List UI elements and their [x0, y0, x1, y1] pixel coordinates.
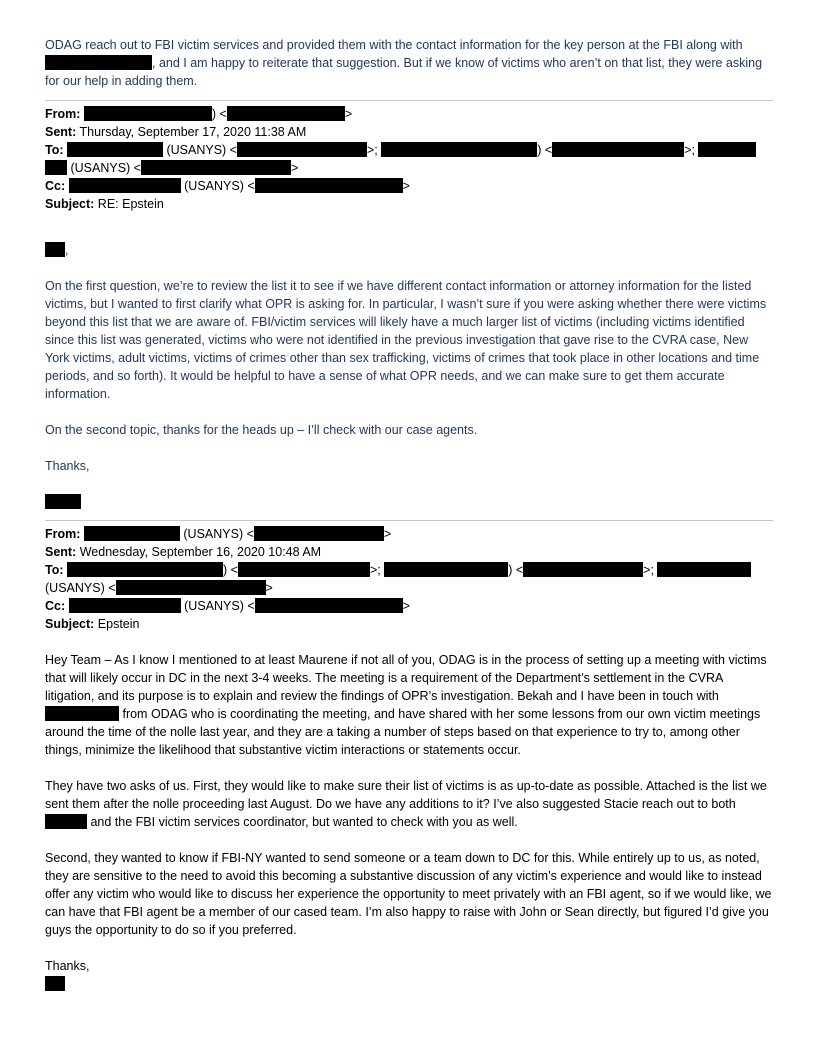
redaction	[67, 142, 163, 157]
divider	[45, 100, 773, 101]
greeting: ,	[45, 241, 773, 259]
redaction	[45, 976, 65, 991]
sent-line: Sent: Thursday, September 17, 2020 11:38 AM	[45, 125, 307, 139]
redaction	[384, 562, 508, 577]
subject-line: Subject: RE: Epstein	[45, 197, 164, 211]
reply-thanks: Thanks,	[45, 459, 90, 473]
cc-line: Cc: (USANYS) < >	[45, 179, 410, 193]
redaction	[254, 526, 384, 541]
from-line: From: (USANYS) < >	[45, 527, 392, 541]
signature	[45, 975, 773, 993]
redaction	[67, 562, 223, 577]
redaction	[45, 242, 65, 257]
redaction	[116, 580, 266, 595]
redaction	[227, 106, 345, 121]
redaction	[69, 598, 181, 613]
divider	[45, 520, 773, 521]
cc-line: Cc: (USANYS) < >	[45, 599, 410, 613]
to-line: To: ) < >; ) < >; (USANYS) < >	[45, 561, 773, 597]
redaction	[141, 160, 291, 175]
signature	[45, 493, 773, 511]
document-page	[45, 36, 773, 993]
redaction	[657, 562, 751, 577]
top-reply-text-a: ODAG reach out to FBI victim services and provided them with the contact information for the key person at the FBI along with	[45, 38, 743, 52]
spacer	[45, 633, 773, 651]
top-reply-paragraph	[45, 36, 773, 90]
redaction	[238, 562, 370, 577]
redaction	[255, 178, 403, 193]
top-reply-text-b: , and I am happy to reiterate that suggestion. But if we know of victims who aren’t on that list, they were asking for our help in adding them.	[45, 56, 763, 88]
from-line: From: ) < >	[45, 107, 353, 121]
reply-paragraph-1: On the first question, we’re to review the list it to see if we have different contact information or attorney information for the listed victims, but I wanted to first clarify what OPR is asking for. In particular, I wasn’t sure if you were asking whether there were victims beyond this list that we are aware of. FBI/victim services will likely have a much larger list of victims (including victims identified since this list was generated, victims who were not identified in the previous investigation that gave rise to the CVRA case, New York victims, adult victims, victims of crimes other than sex trafficking, victims of crimes that took place in other locations and time periods, and so forth). It would be helpful to have a sense of what OPR needs, and we can make sure to get them accurate information.	[45, 279, 767, 401]
body-paragraph-3: Second, they wanted to know if FBI-NY wanted to send someone or a team down to DC for this. While entirely up to us, as noted, they are sensitive to the need to avoid this becoming a substantive discussion of any victim’s experience and would like to instead offer any victim who would like to discuss her experience the opportunity to meet privately with an FBI agent, so if we would like, we can have that FBI agent be a member of our cased team. I’m also happy to raise with John or Sean directly, but figured I’d give you guys the opportunity to do so if you preferred.	[45, 851, 772, 937]
redaction	[84, 526, 180, 541]
redaction	[381, 142, 537, 157]
redaction	[45, 55, 152, 70]
body-thanks: Thanks,	[45, 959, 90, 973]
subject-line: Subject: Epstein	[45, 617, 140, 631]
body-paragraph-1: Hey Team – As I know I mentioned to at least Maurene if not all of you, ODAG is in the process of setting up a meeting with victims that will likely occur in DC in the next 3-4 weeks. The meeting is a requirement of the Department’s settlement in the CVRA litigation, and its purpose is to explain and review the findings of OPR’s investigation. Bekah and I have been in touch with from ODAG who is coordinating the meeting, and have shared with her some lessons from our own victim meetings around the time of the nolle last year, and they are a taking a number of steps based on that experience to try to, among other things, minimize the likelihood that substantive victim interactions or statements occur.	[45, 653, 767, 757]
redaction	[523, 562, 643, 577]
redaction	[45, 814, 87, 829]
redaction	[45, 706, 119, 721]
redaction	[84, 106, 212, 121]
reply-paragraph-2: On the second topic, thanks for the heads up – I’ll check with our case agents.	[45, 423, 478, 437]
redaction	[255, 598, 403, 613]
email-header-2	[45, 105, 773, 213]
redaction	[69, 178, 181, 193]
spacer	[45, 213, 773, 231]
email-header-3	[45, 525, 773, 633]
redaction	[698, 142, 756, 157]
redaction	[237, 142, 367, 157]
redaction	[45, 494, 81, 509]
redaction	[552, 142, 684, 157]
body-paragraph-2: They have two asks of us. First, they would like to make sure their list of victims is as up-to-date as possible. Attached is the list we sent them after the nolle proceeding last August. Do we have any additions to it? I’ve also suggested Stacie reach out to both and the FBI victim services coordinator, but wanted to check with you as well.	[45, 779, 767, 829]
sent-line: Sent: Wednesday, September 16, 2020 10:48 AM	[45, 545, 322, 559]
redaction	[45, 160, 67, 175]
to-line: To: (USANYS) < >; ) < >; (USANYS) < >	[45, 141, 773, 177]
